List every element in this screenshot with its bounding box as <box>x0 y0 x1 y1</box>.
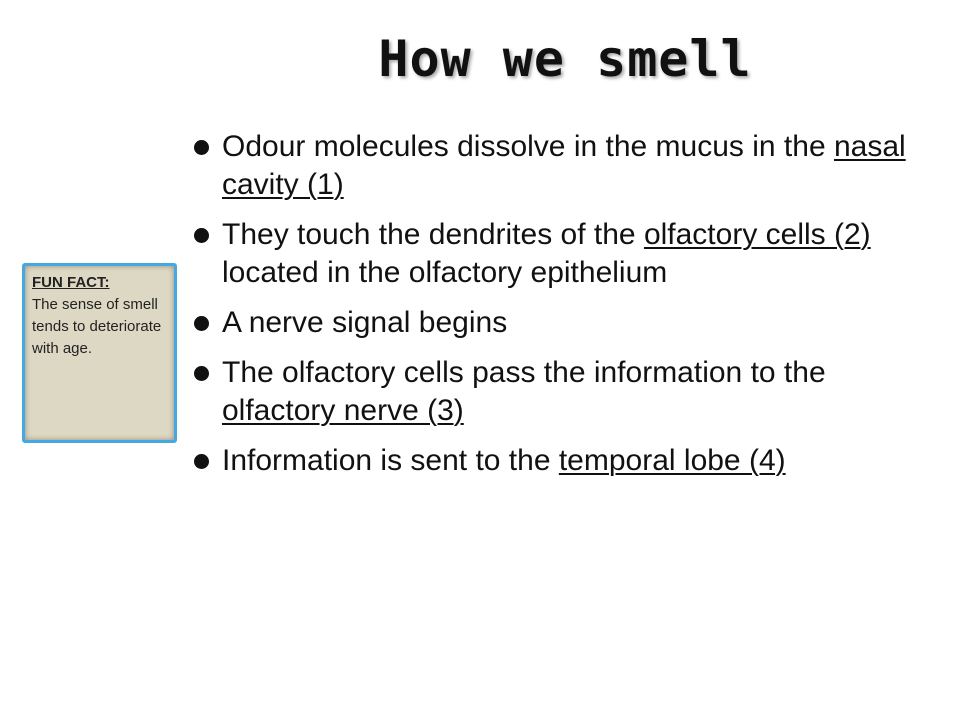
bullet-text: Information is sent to the <box>222 444 559 477</box>
bullet-text: The olfactory cells pass the information to the <box>222 356 826 389</box>
underlined-term: nasal cavity (1) <box>222 130 906 201</box>
bullet-item <box>190 442 940 480</box>
bullet-dot-icon <box>194 140 209 155</box>
bullet-item <box>190 128 940 204</box>
bullet-text: They touch the dendrites of the <box>222 218 644 251</box>
bullet-dot-icon <box>194 228 209 243</box>
fun-fact-heading: FUN FACT: <box>32 274 110 291</box>
bullet-text: Odour molecules dissolve in the mucus in the <box>222 130 834 163</box>
bullet-item <box>190 354 940 430</box>
bullet-text: located in the olfactory epithelium <box>222 256 668 289</box>
underlined-term: temporal lobe (4) <box>558 444 786 477</box>
underlined-term: olfactory cells (2) <box>643 218 871 251</box>
slide-title: How we smell <box>378 30 752 88</box>
bullet-text: A nerve signal begins <box>222 306 508 339</box>
bullet-dot-icon <box>194 316 209 331</box>
fun-fact-box <box>22 263 177 443</box>
bullet-dot-icon <box>194 454 209 469</box>
bullet-list <box>190 128 940 492</box>
bullet-dot-icon <box>194 366 209 381</box>
underlined-term: olfactory nerve (3) <box>222 394 464 427</box>
bullet-item <box>190 216 940 292</box>
fun-fact-body: The sense of smell tends to deteriorate with age. <box>32 296 162 357</box>
bullet-item <box>190 304 940 342</box>
